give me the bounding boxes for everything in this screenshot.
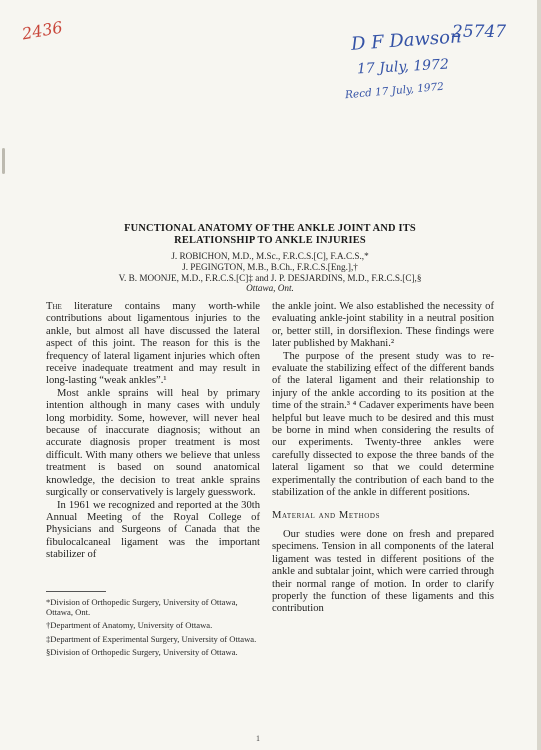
- footnote-2: †Department of Anatomy, University of Ottawa.: [46, 620, 213, 631]
- title-line-2: RELATIONSHIP TO ANKLE INJURIES: [174, 235, 366, 246]
- handwritten-catalog-number: 2436: [20, 17, 64, 44]
- left-column: [46, 301, 260, 562]
- footnotes: [46, 597, 260, 660]
- handwritten-accession-number: 25747: [452, 22, 507, 42]
- section-heading: Material and Methods: [272, 509, 381, 521]
- author-block: [40, 251, 500, 294]
- left-paragraph-1-text: literature contains many worth-while contributions about ligamentous injuries to the ankle, but almost all have discussed the lateral aspect of this joint. The reason for this is the frequency of lateral ligament injuries which often receive inadequate treatment and may result in long-lasting “weak ankles”.¹: [46, 301, 260, 387]
- footnote-3: ‡Department of Experimental Surgery, University of Ottawa.: [46, 633, 257, 644]
- footnote-4: §Division of Orthopedic Surgery, University of Ottawa.: [46, 646, 238, 657]
- right-paragraph-1: the ankle joint. We also established the necessity of evaluating ankle-joint stability in a neutral position or, better still, in dorsiflexion. These findings were later published by Makhani.²: [272, 301, 494, 350]
- punch-mark: [2, 148, 5, 174]
- left-paragraph-1: [46, 301, 260, 388]
- handwritten-date: 17 July, 1972: [356, 56, 450, 78]
- right-paragraph-3: Our studies were done on fresh and prepared specimens. Tension in all components of the lateral ligament was tested in different positions of the ankle and subtalar joint, which were carried through their normal range of motion. In order to clarify properly the function of these ligaments and this contribution: [272, 528, 494, 615]
- handwritten-signature: D F Dawson: [350, 26, 463, 55]
- handwritten-received-date: Recd 17 July, 1972: [344, 80, 445, 102]
- lead-word: The: [46, 301, 62, 312]
- right-paragraph-2: The purpose of the present study was to re-evaluate the stabilizing effect of the different bands of the lateral ligament and their relationship to injury of the ankle according to its position at the time of the strain.³ ⁴ Cadaver experiments have been helpful but leave much to be desired and this must be borne in mind when considering the results of our experiments. Twenty-three ankles were carefully dissected to expose the three bands of the lateral ligament so that we could determine experimentally the contribution of each band to the stabilization of the ankle in different positions.: [272, 350, 494, 499]
- page-number: 1: [256, 734, 260, 743]
- left-paragraph-2: Most ankle sprains will heal by primary intention although in many cases with unduly long morbidity. Some, however, will never heal because of inaccurate diagnosis; without an accurate diagnosis proper treatment is most difficult. With many others we believe that unless treatment is based on sound anatomical knowledge, the decision to treat ankle sprains surgically or conservatively is largely guesswork.: [46, 387, 260, 499]
- footnote-rule: [46, 591, 106, 592]
- right-column: [272, 301, 494, 616]
- scan-edge: [537, 0, 541, 750]
- title-line-1: FUNCTIONAL ANATOMY OF THE ANKLE JOINT AND ITS: [124, 223, 416, 234]
- author-line-2: J. PEGINGTON, M.B., B.Ch., F.R.C.S.[Eng.],†: [182, 261, 358, 272]
- author-line-1: J. ROBICHON, M.D., M.Sc., F.R.C.S.[C], F.A.C.S.,*: [171, 251, 369, 261]
- author-line-3: V. B. MOONJE, M.D., F.R.C.S.[C]‡ and J. P. DESJARDINS, M.D., F.R.C.S.[C],§: [118, 272, 422, 283]
- article-title: [60, 223, 480, 247]
- footnote-1: *Division of Orthopedic Surgery, University of Ottawa, Ottawa, Ont.: [46, 597, 238, 618]
- author-location: Ottawa, Ont.: [246, 283, 294, 294]
- left-paragraph-3: In 1961 we recognized and reported at the 30th Annual Meeting of the Royal College of Physicians and Surgeons of Canada that the fibulocalcaneal ligament was the important stabilizer of: [46, 499, 260, 561]
